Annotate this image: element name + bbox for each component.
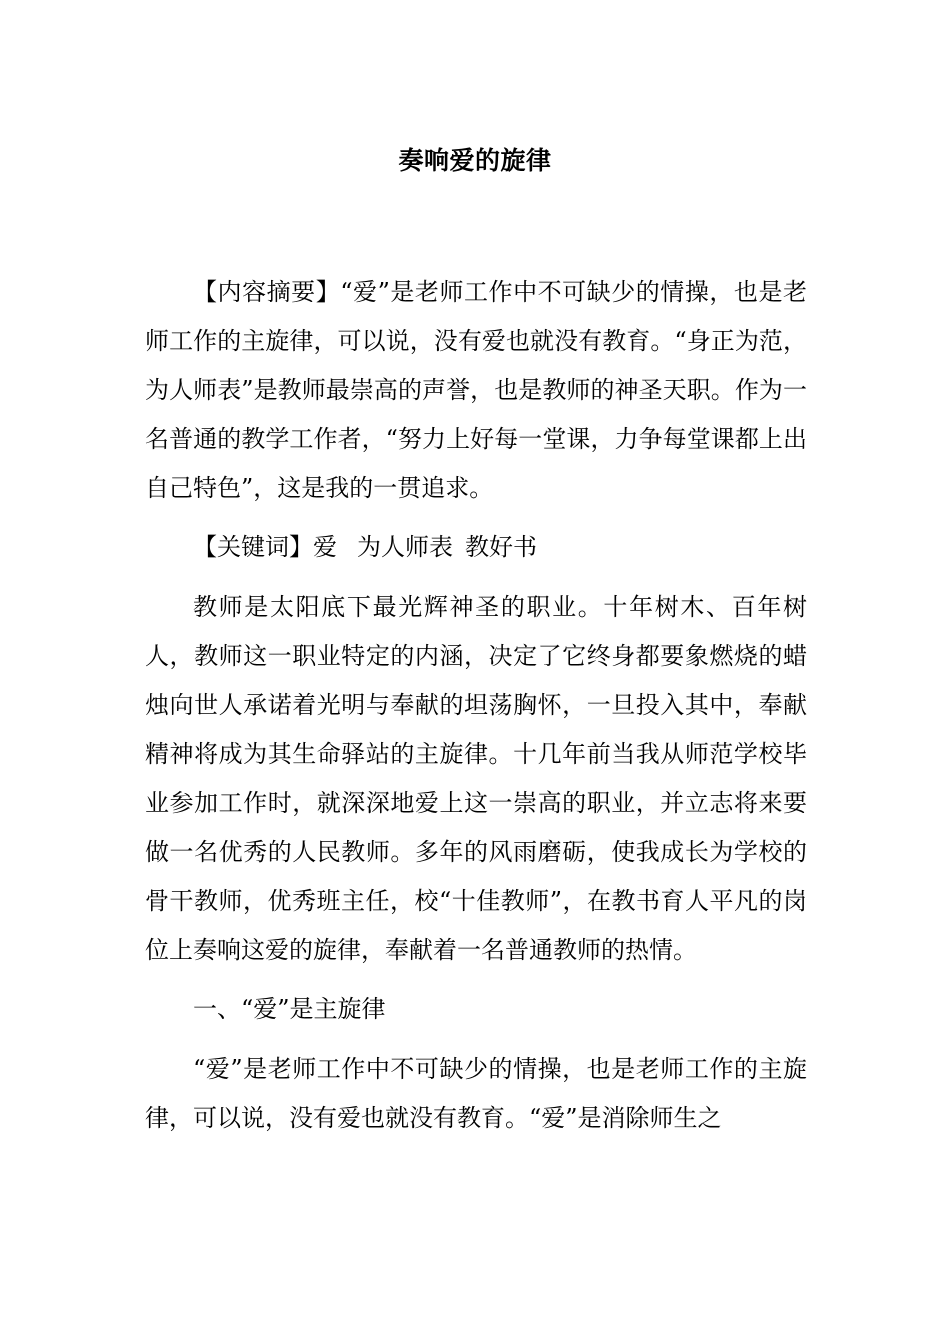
intro-paragraph: 教师是太阳底下最光辉神圣的职业。十年树木、百年树人，教师这一职业特定的内涵，决定了它终身都要象燃烧的蜡烛向世人承诺着光明与奉献的坦荡胸怀，一旦投入其中，奉献精神将成为其生命驿站的主旋律。十几年前当我从师范学校毕业参加工作时，就深深地爱上这一崇高的职业，并立志将来要做一名优秀的人民教师。多年的风雨磨砺，使我成长为学校的骨干教师，优秀班主任，校“十佳教师”，在教书育人平凡的岗位上奏响这爱的旋律，奉献着一名普通教师的热情。 — [145, 593, 807, 964]
keyword-item: 为人师表 — [357, 533, 453, 561]
keywords-line — [145, 523, 807, 572]
document-body — [145, 268, 807, 1153]
section-paragraph: “爱”是老师工作中不可缺少的情操，也是老师工作的主旋律，可以说，没有爱也就没有教育。“爱”是消除师生之 — [145, 1055, 807, 1132]
keyword-item: 爱 — [313, 533, 337, 561]
keyword-item: 教好书 — [465, 533, 537, 561]
document-title: 奏响爱的旋律 — [398, 146, 552, 175]
section-heading: 一、“爱”是主旋律 — [193, 995, 386, 1023]
abstract-paragraph: 【内容摘要】“爱”是老师工作中不可缺少的情操，也是老师工作的主旋律，可以说，没有爱也就没有教育。“身正为范，为人师表”是教师最崇高的声誉，也是教师的神圣天职。作为一名普通的教学工作者，“努力上好每一堂课，力争每堂课都上出自己特色”，这是我的一贯追求。 — [145, 278, 807, 502]
keywords-label: 【关键词】 — [193, 533, 313, 561]
